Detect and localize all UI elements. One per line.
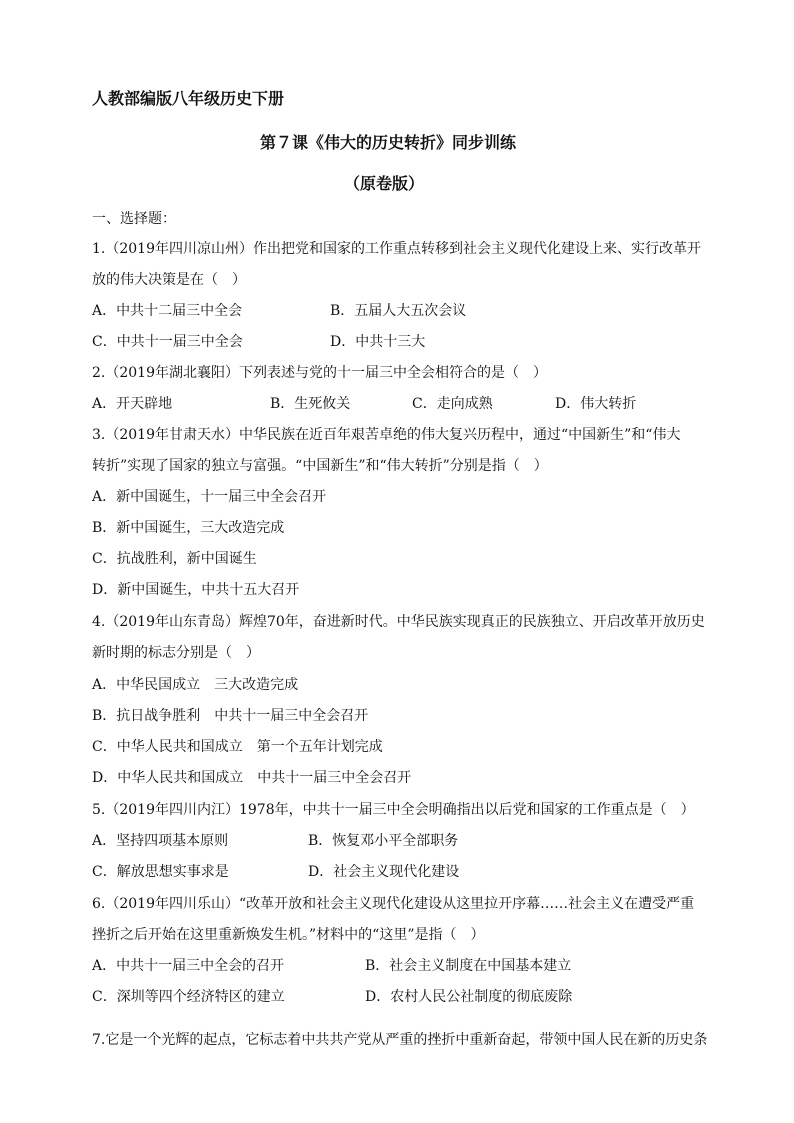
q2-option-b: B．生死攸关 [270, 396, 351, 412]
q2-option-a: A．开天辟地 [92, 396, 173, 412]
q5-option-b: B．恢复邓小平全部职务 [308, 833, 459, 849]
q4-option-b: B．抗日战争胜利 中共十一届三中全会召开 [92, 708, 369, 724]
q1-option-b: B．五届人大五次会议 [330, 303, 467, 319]
q3-option-b: B．新中国诞生，三大改造完成 [92, 520, 285, 536]
q1-stem-line1: 1.（2019年四川凉山州）作出把党和国家的工作重点转移到社会主义现代化建设上来、实行改革开 [92, 241, 701, 257]
q1-stem-line2: 放的伟大决策是在（ ） [92, 272, 246, 288]
book-title: 人教部编版八年级历史下册 [92, 89, 285, 108]
q6-option-a: A．中共十一届三中全会的召开 [92, 958, 285, 974]
q5-stem-line1: 5.（2019年四川内江）1978年，中共十一届三中全会明确指出以后党和国家的工作重点是（ ） [92, 802, 695, 818]
q2-option-d: D．伟大转折 [555, 396, 637, 412]
q5-option-d: D．社会主义现代化建设 [308, 864, 460, 880]
q3-option-a: A．新中国诞生，十一届三中全会召开 [92, 489, 327, 505]
q3-stem-line1: 3.（2019年甘肃天水）中华民族在近百年艰苦卓绝的伟大复兴历程中，通过“中国新生”和“伟大 [92, 427, 681, 443]
q6-option-c: C．深圳等四个经济特区的建立 [92, 989, 285, 1005]
q5-option-a: A．坚持四项基本原则 [92, 833, 229, 849]
q1-option-a: A．中共十二届三中全会 [92, 303, 243, 319]
q4-stem-line1: 4.（2019年山东青岛）辉煌70年，奋进新时代。中华民族实现真正的民族独立、开启改革开放历史 [92, 614, 705, 630]
q3-option-d: D．新中国诞生，中共十五大召开 [92, 582, 300, 598]
q4-option-d: D．中华人民共和国成立 中共十一届三中全会召开 [92, 770, 412, 786]
q2-stem-line1: 2.（2019年湖北襄阳）下列表述与党的十一届三中全会相符合的是（ ） [92, 365, 547, 381]
q3-option-c: C．抗战胜利，新中国诞生 [92, 551, 257, 567]
q4-option-c: C．中华人民共和国成立 第一个五年计划完成 [92, 739, 383, 755]
q1-option-d: D．中共十三大 [330, 334, 426, 350]
q4-option-a: A．中华民国成立 三大改造完成 [92, 677, 299, 693]
q1-option-c: C．中共十一届三中全会 [92, 334, 243, 350]
lesson-subtitle: （原卷版） [344, 174, 425, 193]
q6-option-d: D．农村人民公社制度的彻底废除 [365, 989, 573, 1005]
lesson-title: 第７课《伟大的历史转折》同步训练 [260, 133, 517, 152]
q2-option-c: C．走向成熟 [412, 396, 493, 412]
q5-option-c: C．解放思想实事求是 [92, 864, 229, 880]
q4-stem-line2: 新时期的标志分别是（ ） [92, 645, 260, 661]
q3-stem-line2: 转折”实现了国家的独立与富强。“中国新生”和“伟大转折”分别是指（ ） [92, 458, 548, 474]
q6-stem-line2: 挫折之后开始在这里重新焕发生机。”材料中的“这里”是指（ ） [92, 927, 485, 943]
q6-stem-line1: 6.（2019年四川乐山）“改革开放和社会主义现代化建设从这里拉开序幕……社会主义在遭受严重 [92, 896, 695, 912]
section-heading: 一、选择题： [92, 211, 176, 227]
q6-option-b: B．社会主义制度在中国基本建立 [365, 958, 572, 974]
q7-stem-line1: 7.它是一个光辉的起点，它标志着中共共产党从严重的挫折中重新奋起，带领中国人民在新的历史条 [92, 1032, 708, 1048]
